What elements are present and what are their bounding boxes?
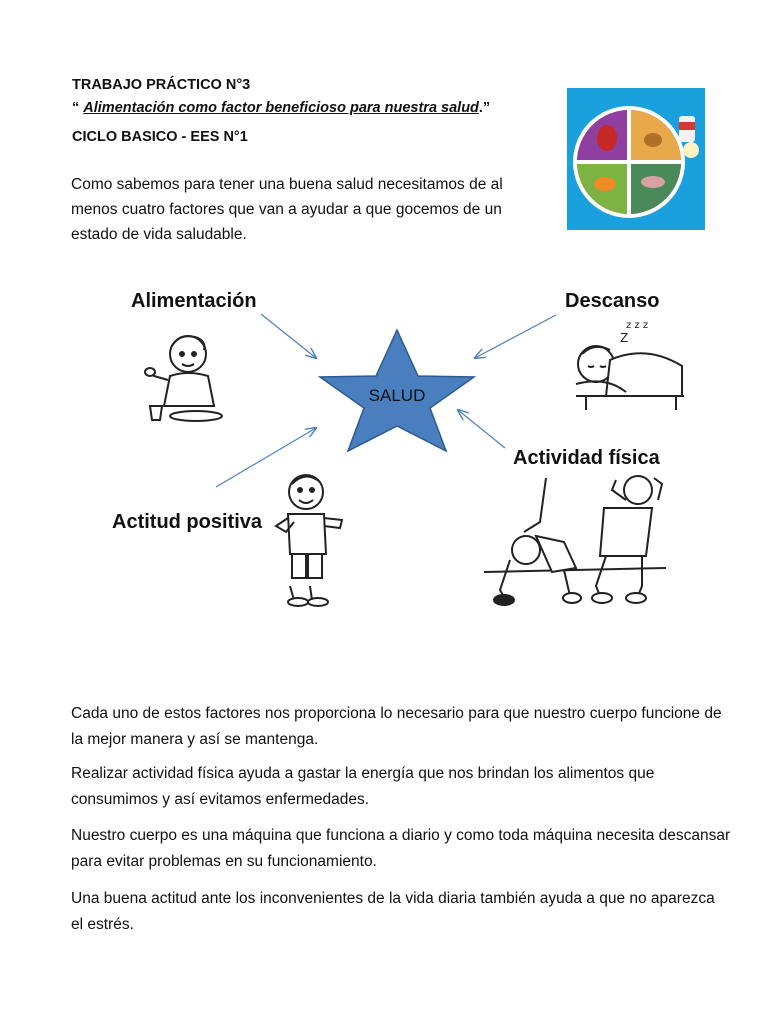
svg-text:z z z: z z z [626, 320, 649, 331]
intro-paragraph: Como sabemos para tener una buena salud necesitamos de al menos cuatro factores que van a ayudar a que gocemos de un estado de vida saludable. [71, 176, 503, 243]
child-positive-picture [272, 470, 348, 610]
children-stretching-icon [480, 472, 670, 620]
paragraph-actitud: Una buena actitud ante los inconvenientes de la vida diaria también ayuda a que no aparezca el estrés. [71, 890, 715, 933]
child-sleeping-picture [566, 314, 686, 414]
subtitle-prefix: “ [72, 100, 84, 116]
paragraph-actividad: Realizar actividad física ayuda a gastar la energía que nos brindan los alimentos que consumimos y así evitamos enfermedades. [71, 765, 655, 808]
children-exercise-picture [480, 472, 670, 620]
subtitle-main: Alimentación como factor beneficioso para nuestra salud [83, 100, 479, 116]
label-alimentacion: Alimentación [131, 290, 257, 312]
document-title: TRABAJO PRÁCTICO N°3 [72, 77, 251, 93]
child-smiling-icon [272, 470, 348, 610]
subtitle-suffix: .” [478, 100, 491, 116]
arrow-icon [475, 315, 556, 358]
label-actitud: Actitud positiva [112, 511, 263, 533]
document-cycle: CICLO BASICO - EES N°1 [72, 129, 248, 145]
diagram-center-label: SALUD [368, 386, 426, 405]
arrow-icon [458, 410, 505, 448]
child-eating-picture [138, 326, 230, 424]
arrow-icon [261, 314, 316, 358]
child-eating-icon [138, 326, 230, 424]
paragraph-descanso: Nuestro cuerpo es una máquina que funciona a diario y como toda máquina necesita descansar para evitar problemas en su funcionamiento. [71, 827, 731, 870]
svg-text:Z: Z [620, 331, 629, 345]
paragraph-factores: Cada uno de estos factores nos proporciona lo necesario para que nuestro cuerpo funcione de la mejor manera y así se mantenga. [71, 705, 722, 748]
label-descanso: Descanso [565, 290, 660, 312]
label-actividad: Actividad física [513, 447, 660, 469]
child-sleeping-icon [566, 314, 686, 414]
